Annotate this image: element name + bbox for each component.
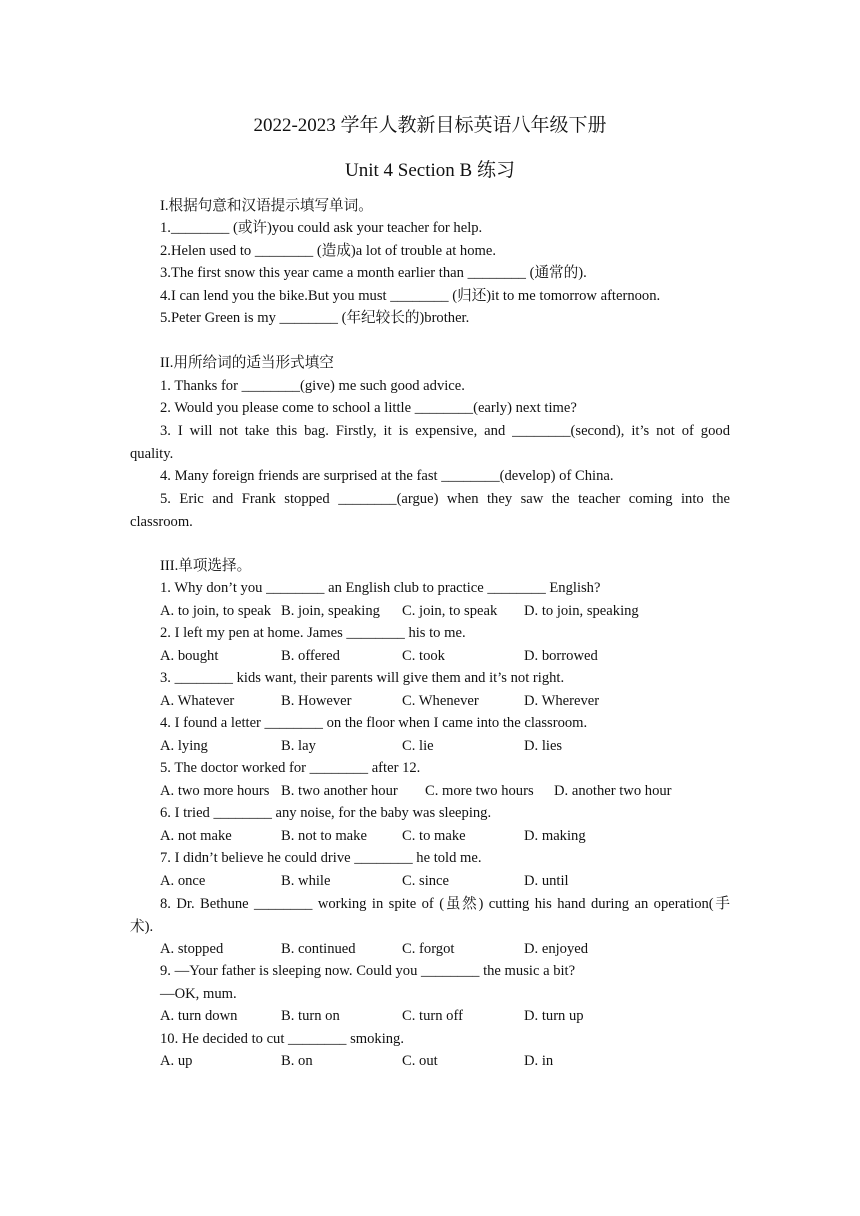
section2-item-3-line1: 3. I will not take this bag. Firstly, it is expensive, and ________(second), it’s not of good [160,423,730,439]
option-c: C. since [402,873,450,889]
question-9-stem: 9. —Your father is sleeping now. Could you ________ the music a bit? [160,963,576,979]
option-d: D. borrowed [524,648,598,664]
section2-item-2: 2. Would you please come to school a little ________(early) next time? [160,400,577,416]
option-d: D. in [524,1053,554,1069]
question-8-stem-line1: 8. Dr. Bethune ________ working in spite of (虽然) cutting his hand during an operation(手 [160,896,730,912]
option-c: C. lie [402,738,434,754]
section1-item-1: 1.________ (或许)you could ask your teacher for help. [160,220,483,236]
section1-item-3: 3.The first snow this year came a month earlier than ________ (通常的). [160,265,587,281]
option-a: A. two more hours [160,783,270,799]
option-a: A. Whatever [160,693,235,709]
option-a: A. to join, to speak [160,603,272,619]
option-d: D. to join, speaking [524,603,639,619]
option-a: A. up [160,1053,193,1069]
option-d: D. until [524,873,569,889]
option-b: B. lay [281,738,316,754]
option-c: C. forgot [402,941,455,957]
option-b: B. join, speaking [281,603,380,619]
option-a: A. once [160,873,206,889]
option-c: C. Whenever [402,693,479,709]
option-b: B. However [281,693,352,709]
worksheet-title: 2022-2023 学年人教新目标英语八年级下册 [253,115,607,136]
option-c: C. turn off [402,1008,463,1024]
option-b: B. not to make [281,828,367,844]
worksheet-subtitle: Unit 4 Section B 练习 [345,160,515,181]
section1-item-4: 4.I can lend you the bike.But you must ________ (归还)it to me tomorrow afternoon. [160,288,661,304]
option-b: B. turn on [281,1008,340,1024]
question-3-stem: 3. ________ kids want, their parents will give them and it’s not right. [160,670,565,686]
section2-item-5-line2: classroom. [130,513,193,530]
option-d: D. turn up [524,1008,584,1024]
option-d: D. making [524,828,586,844]
option-d: D. lies [524,738,563,754]
section2-item-5 [130,488,730,533]
question-9-reply: —OK, mum. [160,986,237,1002]
section1-item-5: 5.Peter Green is my ________ (年纪较长的)brother. [160,310,470,326]
option-d: D. enjoyed [524,941,589,957]
option-b: B. two another hour [281,783,398,799]
option-b: B. while [281,873,331,889]
option-b: B. on [281,1053,313,1069]
section1-heading: I.根据句意和汉语提示填写单词。 [160,198,373,214]
section2-item-4: 4. Many foreign friends are surprised at the fast ________(develop) of China. [160,468,614,484]
option-a: A. turn down [160,1008,238,1024]
option-d: D. Wherever [524,693,600,709]
option-a: A. lying [160,738,208,754]
section2-item-1: 1. Thanks for ________(give) me such good advice. [160,378,465,394]
option-b: B. offered [281,648,340,664]
section2-item-3-line2: quality. [130,445,174,462]
question-7-stem: 7. I didn’t believe he could drive ________ he told me. [160,850,482,866]
question-6-stem: 6. I tried ________ any noise, for the baby was sleeping. [160,805,492,821]
option-c: C. took [402,648,445,664]
question-10-stem: 10. He decided to cut ________ smoking. [160,1031,405,1047]
option-b: B. continued [281,941,356,957]
option-c: C. out [402,1053,438,1069]
option-a: A. stopped [160,941,224,957]
section3-heading: III.单项选择。 [160,558,252,574]
option-c: C. to make [402,828,466,844]
question-8-stem-line2: 术). [130,918,154,935]
question-2-stem: 2. I left my pen at home. James ________ his to me. [160,625,466,641]
option-d: D. another two hour [554,783,672,799]
question-5-stem: 5. The doctor worked for ________ after 12. [160,760,421,776]
question-4-stem: 4. I found a letter ________ on the floor when I came into the classroom. [160,715,588,731]
section2-item-5-line1: 5. Eric and Frank stopped ________(argue) when they saw the teacher coming into the [160,491,730,507]
question-1-stem: 1. Why don’t you ________ an English club to practice ________ English? [160,580,601,596]
section2-heading: II.用所给词的适当形式填空 [160,355,334,371]
question-8-stem [130,893,730,938]
section1-item-2: 2.Helen used to ________ (造成)a lot of trouble at home. [160,243,496,259]
option-a: A. bought [160,648,219,664]
option-a: A. not make [160,828,232,844]
option-c: C. more two hours [425,783,534,799]
section2-item-3 [130,420,730,465]
option-c: C. join, to speak [402,603,498,619]
